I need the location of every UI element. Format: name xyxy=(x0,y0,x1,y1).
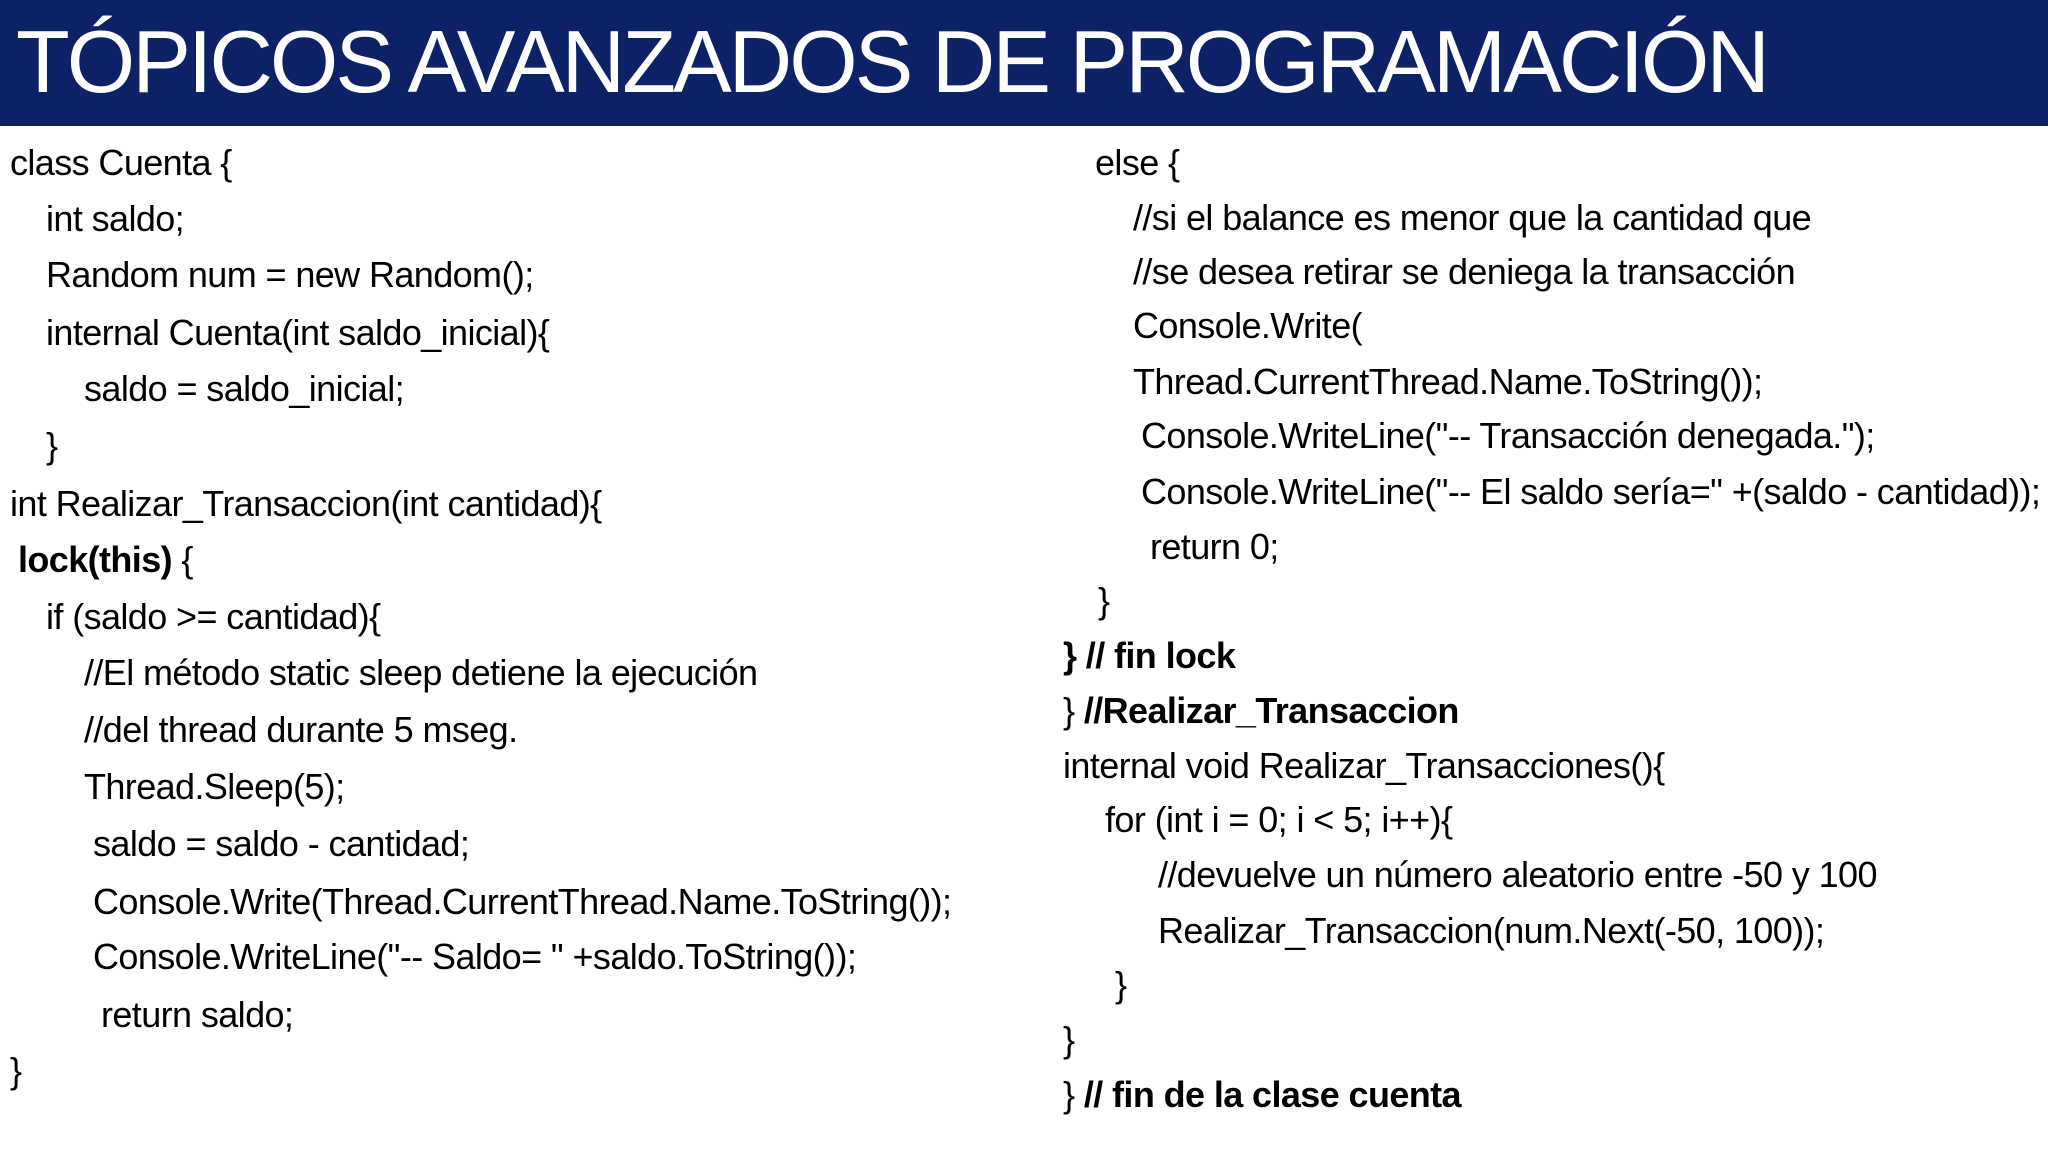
code-line: saldo = saldo - cantidad; xyxy=(93,823,470,864)
lock-keyword: lock(this) xyxy=(18,539,173,580)
code-line: for (int i = 0; i < 5; i++){ xyxy=(1105,799,1453,840)
code-line: if (saldo >= cantidad){ xyxy=(46,596,381,637)
code-line: Console.WriteLine("-- Transacción denegada."); xyxy=(1141,415,1875,456)
code-line xyxy=(18,538,193,582)
closing-brace: } xyxy=(1063,1074,1084,1115)
code-line: class Cuenta { xyxy=(10,142,232,183)
code-line: //si el balance es menor que la cantidad que xyxy=(1133,197,1812,238)
code-line: int saldo; xyxy=(46,198,185,239)
code-line: //del thread durante 5 mseg. xyxy=(84,709,518,750)
code-line: //devuelve un número aleatorio entre -50 y 100 xyxy=(1158,854,1877,895)
code-line: //El método static sleep detiene la ejecución xyxy=(84,652,758,693)
lock-brace: { xyxy=(172,539,193,580)
closing-brace: } xyxy=(1063,690,1084,731)
class-end-comment: // fin de la clase cuenta xyxy=(1083,1074,1461,1115)
code-line: Realizar_Transaccion(num.Next(-50, 100)); xyxy=(1158,910,1825,951)
code-line: else { xyxy=(1095,142,1180,183)
code-line: } xyxy=(1115,964,1127,1005)
code-line: Thread.CurrentThread.Name.ToString()); xyxy=(1133,361,1763,402)
code-line: //se desea retirar se deniega la transacción xyxy=(1133,251,1795,292)
code-line: internal void Realizar_Transacciones(){ xyxy=(1063,745,1665,786)
code-line: int Realizar_Transaccion(int cantidad){ xyxy=(10,483,602,524)
code-line xyxy=(1063,689,1459,733)
code-line: Console.WriteLine("-- El saldo sería=" +(saldo - cantidad)); xyxy=(1141,471,2041,512)
method-end-comment: //Realizar_Transaccion xyxy=(1083,690,1459,731)
code-line: Thread.Sleep(5); xyxy=(84,766,345,807)
code-line: } xyxy=(1098,580,1110,621)
title-banner xyxy=(0,0,2048,126)
code-line: return 0; xyxy=(1150,526,1279,567)
code-line: internal Cuenta(int saldo_inicial){ xyxy=(46,312,550,353)
code-line: Console.WriteLine("-- Saldo= " +saldo.ToString()); xyxy=(93,936,857,977)
code-line: } xyxy=(1063,1019,1075,1060)
code-line: saldo = saldo_inicial; xyxy=(84,368,405,409)
code-line: Random num = new Random(); xyxy=(46,254,534,295)
code-line: return saldo; xyxy=(101,994,294,1035)
code-line: } // fin lock xyxy=(1063,635,1236,676)
code-line: Console.Write(Thread.CurrentThread.Name.ToString()); xyxy=(93,881,952,922)
slide-title: TÓPICOS AVANZADOS DE PROGRAMACIÓN xyxy=(16,12,1767,111)
code-line: } xyxy=(46,425,58,466)
code-line: } xyxy=(10,1050,22,1091)
code-line: Console.Write( xyxy=(1133,305,1363,346)
code-line xyxy=(1063,1073,1461,1117)
